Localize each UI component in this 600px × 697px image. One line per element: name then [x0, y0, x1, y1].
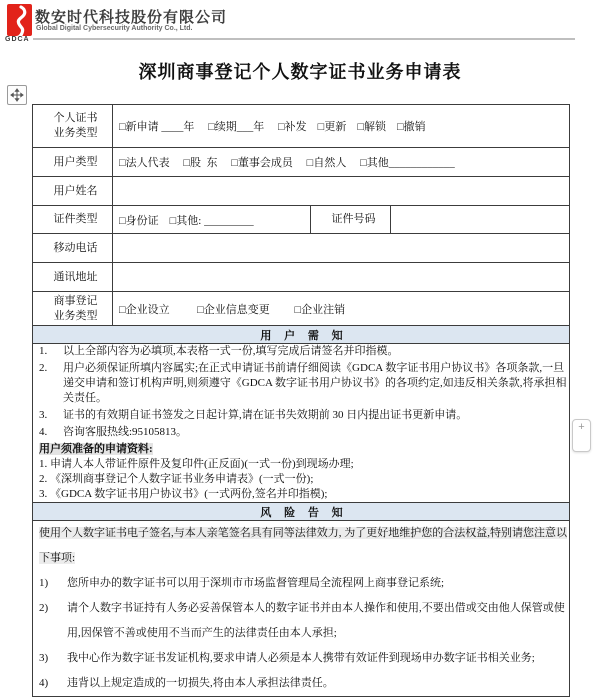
notice-section-header: 用 户 需 知 [33, 326, 570, 344]
row-notice-body [33, 344, 570, 503]
mobile-field[interactable] [113, 234, 570, 263]
row-mobile [33, 234, 570, 263]
address-field[interactable] [113, 263, 570, 292]
table-move-handle-icon[interactable] [7, 85, 27, 105]
row-risk-header [33, 503, 570, 521]
row-cert-business-type [33, 105, 570, 148]
application-form-table [32, 104, 570, 697]
material-item: 1. 申请人本人带证件原件及复印件(正反面)(一式一份)到现场办理; [39, 458, 354, 470]
row-user-type [33, 148, 570, 177]
risk-intro: 使用个人数字证书电子签名,与本人亲笔签名具有同等法律效力, 为了更好地维护您的合法权益,特别请您注意以下事项: [39, 527, 567, 564]
letterhead-divider [33, 38, 575, 40]
user-name-label: 用户姓名 [33, 177, 113, 206]
row-biz-reg-type [33, 292, 570, 326]
risk-section-header: 风 险 告 知 [33, 503, 570, 521]
notice-item: 2. 用户必须保证所填内容属实;在正式申请证书前请仔细阅读《GDCA 数字证书用户协议书》各项条款,一旦递交申请和签订机构声明,则须遵守《GDCA 数字证书用户协议书》的各项约定,如违反相关条款,将承担相关责任。 [39, 362, 567, 404]
risk-item: 2) 请个人数字书证持有人务必妥善保管本人的数字证书并由本人操作和使用,不要出借或交由他人保管或使用,因保管不善或使用不当而产生的法律责任由本人承担; [39, 602, 565, 639]
notice-item: 1. 以上全部内容为必填项,本表格一式一份,填写完成后请签名并印指模。 [39, 345, 399, 357]
company-name-cn: 数安时代科技股份有限公司 [35, 9, 228, 26]
page-title: 深圳商事登记个人数字证书业务申请表 [138, 62, 462, 82]
gdca-logo-text: GDCA [5, 36, 30, 43]
risk-item: 4) 违背以上规定造成的一切损失,将由本人承担法律责任。 [39, 677, 334, 689]
risk-body [33, 521, 570, 697]
row-risk-body [33, 521, 570, 697]
mobile-label: 移动电话 [33, 234, 113, 263]
material-item: 2. 《深圳商事登记个人数字证书业务申请表》(一式一份); [39, 473, 314, 485]
user-type-label: 用户类型 [33, 148, 113, 177]
user-name-field[interactable] [113, 177, 570, 206]
risk-item: 3) 我中心作为数字证书发证机构,要求申请人必须是本人携带有效证件到现场申办数字证书相关业务; [39, 652, 535, 664]
plus-handle[interactable]: + [572, 419, 591, 452]
cert-type-options[interactable]: □身份证 □其他: _________ [113, 206, 311, 234]
gdca-logo [7, 4, 32, 36]
row-cert-type [33, 206, 570, 234]
cert-business-type-label: 个人证书 业务类型 [33, 105, 113, 148]
cert-business-type-options[interactable]: □新申请 ____年 □续期___年 □补发 □更新 □解锁 □撤销 [113, 105, 570, 148]
material-item: 3. 《GDCA 数字证书用户协议书》(一式两份,签名并印指模); [39, 488, 328, 500]
company-name-en: Global Digital Cybersecurity Authority Co., Ltd. [36, 25, 193, 32]
gdca-flame-icon [7, 4, 32, 36]
cert-number-label: 证件号码 [311, 206, 391, 234]
user-type-options[interactable]: □法人代表 □股 东 □董事会成员 □自然人 □其他____________ [113, 148, 570, 177]
notice-item: 4. 咨询客服热线:95105813。 [39, 426, 188, 438]
cert-number-field[interactable] [391, 206, 570, 234]
biz-reg-type-options[interactable]: □企业设立 □企业信息变更 □企业注销 [113, 292, 570, 326]
address-label: 通讯地址 [33, 263, 113, 292]
cert-type-label: 证件类型 [33, 206, 113, 234]
biz-reg-type-label: 商事登记 业务类型 [33, 292, 113, 326]
risk-item: 1) 您所申办的数字证书可以用于深圳市市场监督管理局全流程网上商事登记系统; [39, 577, 445, 589]
notice-body [33, 344, 570, 503]
materials-title: 用户须准备的申请资料: [39, 443, 153, 455]
notice-item: 3. 证书的有效期自证书签发之日起计算,请在证书失效期前 30 日内提出证书更新申请。 [39, 409, 468, 421]
row-user-name [33, 177, 570, 206]
row-address [33, 263, 570, 292]
row-notice-header [33, 326, 570, 344]
